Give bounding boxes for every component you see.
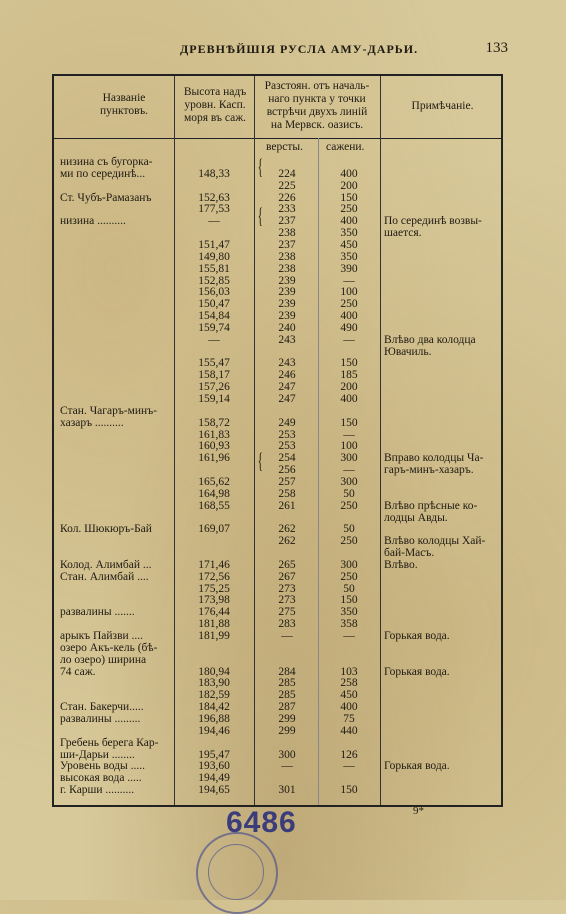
cell-height: 182,59 [198, 689, 230, 702]
cell-height: — [208, 333, 220, 346]
cell-versts: 262 [278, 523, 296, 536]
cell-sazhens: 200 [340, 179, 358, 192]
cell-name: Кол. Шюкюръ-Бай [60, 523, 152, 536]
cell-name: ши-Дарьи ........ [60, 748, 135, 761]
header-height-line2: уровн. Касп. [184, 99, 246, 111]
cell-name: г. Карши .......... [60, 784, 135, 797]
cell-versts: 275 [278, 606, 296, 619]
cell-versts: 267 [278, 570, 296, 583]
cell-versts: 299 [278, 712, 296, 725]
cell-note: шается. [384, 227, 422, 240]
cell-versts: 239 [278, 310, 296, 323]
cell-sazhens: 440 [340, 724, 358, 737]
cell-note: Влѣво прѣсные ко- [384, 499, 478, 512]
cell-height: 155,47 [198, 357, 230, 370]
cell-height: 171,46 [198, 558, 230, 571]
cell-sazhens: 200 [340, 381, 358, 394]
cell-name: Стан. Бакерчи..... [60, 701, 144, 714]
header-note [384, 100, 501, 113]
header-distance-line3: встрѣчи двухъ линій [266, 106, 368, 118]
running-title: ДРЕВНѢЙШІЯ РУСЛА АМУ-ДАРЬИ. [180, 42, 419, 56]
cell-sazhens: 350 [340, 250, 358, 263]
cell-sazhens: 150 [340, 594, 358, 607]
table-header [54, 76, 501, 139]
table-row [0, 783, 566, 797]
cell-versts: 243 [278, 333, 296, 346]
cell-versts: — [281, 760, 293, 773]
cell-note: По серединѣ возвы- [384, 215, 482, 228]
cell-sazhens: 358 [340, 618, 358, 631]
running-header [0, 40, 566, 60]
cell-height: — [208, 215, 220, 228]
cell-sazhens: — [343, 428, 355, 441]
cell-note: Вправо колодцы Ча- [384, 452, 484, 465]
cell-versts: 262 [278, 535, 296, 548]
header-height-line3: моря въ саж. [183, 112, 247, 124]
cell-name: высокая вода ..... [60, 772, 142, 785]
cell-note: Влѣво два колодца [384, 333, 476, 346]
cell-note: гаръ-минъ-хазаръ. [384, 464, 474, 477]
cell-versts: 239 [278, 274, 296, 287]
cell-height: 148,33 [198, 167, 230, 180]
cell-versts: 225 [278, 179, 296, 192]
cell-name: Гребень берега Кар- [60, 736, 159, 749]
cell-height: 172,56 [198, 570, 230, 583]
cell-sazhens: 250 [340, 203, 358, 216]
cell-sazhens: 490 [340, 321, 358, 334]
cell-versts: 256 [278, 464, 296, 477]
brace: { [257, 448, 263, 473]
cell-versts: 237 [278, 215, 296, 228]
cell-versts: 238 [278, 262, 296, 275]
header-height [176, 86, 254, 125]
cell-height: 165,62 [198, 475, 230, 488]
cell-note: Влѣво колодцы Хай- [384, 535, 486, 548]
cell-height: 158,17 [198, 369, 230, 382]
cell-sazhens: 185 [340, 369, 358, 382]
cell-sazhens: 390 [340, 262, 358, 275]
header-name [74, 92, 174, 118]
cell-versts: 233 [278, 203, 296, 216]
cell-sazhens: 350 [340, 227, 358, 240]
cell-versts: 226 [278, 191, 296, 204]
cell-name: озеро Акъ-кель (бѣ- [60, 641, 158, 654]
cell-sazhens: 250 [340, 535, 358, 548]
cell-name: ло озеро) ширина [60, 653, 147, 666]
cell-height: 151,47 [198, 238, 230, 251]
cell-height: 180,94 [198, 665, 230, 678]
cell-height: 177,53 [198, 203, 230, 216]
cell-sazhens: 400 [340, 393, 358, 405]
cell-sazhens: 150 [340, 416, 358, 429]
cell-sazhens: — [343, 464, 355, 477]
cell-sazhens: 150 [340, 784, 358, 797]
cell-name: развалины ....... [60, 606, 135, 619]
cell-height: 193,60 [198, 760, 230, 773]
cell-sazhens: 250 [340, 298, 358, 311]
cell-height: 194,65 [198, 784, 230, 797]
cell-height: 176,44 [198, 606, 230, 619]
cell-height: 173,98 [198, 594, 230, 607]
cell-height: 160,93 [198, 440, 230, 453]
cell-height: 194,49 [198, 772, 230, 785]
cell-sazhens: 250 [340, 570, 358, 583]
cell-name: Ст. Чубъ-Рамазанъ [60, 191, 152, 204]
cell-versts: 249 [278, 416, 296, 429]
subheader-versts: версты. [266, 141, 303, 153]
cell-versts: 224 [278, 167, 296, 180]
cell-sazhens: 100 [340, 440, 358, 453]
cell-versts: 285 [278, 677, 296, 690]
header-distance-line1: Разстоян. отъ началь- [264, 80, 370, 92]
cell-versts: 240 [278, 321, 296, 334]
cell-name: арыкъ Пайзви .... [60, 630, 144, 642]
cell-sazhens: 400 [340, 310, 358, 323]
cell-height: 194,46 [198, 724, 230, 737]
cell-name: низина .......... [60, 215, 126, 228]
cell-sazhens: 50 [343, 487, 355, 500]
cell-versts: 273 [278, 594, 296, 607]
brace: { [257, 154, 263, 179]
cell-height: 181,99 [198, 630, 230, 642]
cell-height: 159,14 [198, 393, 230, 405]
cell-sazhens: 400 [340, 215, 358, 228]
cell-height: 183,90 [198, 677, 230, 690]
cell-note: лодцы Авды. [384, 511, 448, 524]
cell-sazhens: 150 [340, 191, 358, 204]
cell-height: 156,03 [198, 286, 230, 299]
cell-versts: 301 [278, 784, 296, 797]
cell-name: 74 саж. [60, 665, 96, 678]
signature-mark: 9* [413, 805, 424, 817]
cell-sazhens: 103 [340, 665, 358, 678]
header-distance-line4: на Мервск. оазисъ. [270, 119, 364, 131]
header-distance [254, 80, 380, 132]
inventory-stamp: 6486 [226, 806, 297, 839]
cell-versts: 238 [278, 250, 296, 263]
cell-name: развалины ......... [60, 712, 141, 725]
cell-height: 161,83 [198, 428, 230, 441]
cell-versts: 239 [278, 286, 296, 299]
cell-height: 161,96 [198, 452, 230, 465]
cell-note: бай-Масъ. [384, 547, 435, 560]
header-name-line1: Названіе [102, 92, 146, 104]
cell-versts: 265 [278, 558, 296, 571]
cell-sazhens: — [343, 760, 355, 773]
cell-versts: 285 [278, 689, 296, 702]
cell-name: низина съ бугорка- [60, 156, 153, 168]
cell-sazhens: 300 [340, 452, 358, 465]
cell-sazhens: 50 [343, 523, 355, 536]
cell-height: 152,63 [198, 191, 230, 204]
cell-sazhens: — [343, 274, 355, 287]
cell-name: Уровень воды ..... [60, 760, 145, 773]
cell-name: ми по серединѣ... [60, 167, 146, 180]
cell-note: Горькая вода. [384, 665, 450, 678]
cell-sazhens: 75 [343, 712, 355, 725]
cell-name: Стан. Чагаръ-минъ- [60, 404, 157, 417]
cell-height: 154,84 [198, 310, 230, 323]
header-name-line2: пунктовъ. [99, 105, 149, 117]
cell-versts: 258 [278, 487, 296, 500]
header-height-line1: Высота надъ [183, 86, 247, 98]
header-note-line1: Примѣчаніе. [411, 100, 474, 112]
cell-name: Стан. Алимбай .... [60, 570, 149, 583]
cell-versts: 283 [278, 618, 296, 631]
cell-sazhens: 450 [340, 238, 358, 251]
cell-sazhens: 250 [340, 499, 358, 512]
cell-height: 175,25 [198, 582, 230, 595]
cell-versts: 247 [278, 381, 296, 394]
cell-height: 149,80 [198, 250, 230, 263]
cell-versts: 237 [278, 238, 296, 251]
cell-height: 184,42 [198, 701, 230, 714]
cell-sazhens: 300 [340, 475, 358, 488]
cell-versts: 273 [278, 582, 296, 595]
cell-versts: 284 [278, 665, 296, 678]
cell-versts: 261 [278, 499, 296, 512]
cell-versts: 254 [278, 452, 296, 465]
cell-height: 152,85 [198, 274, 230, 287]
cell-sazhens: — [343, 333, 355, 346]
cell-height: 169,07 [198, 523, 230, 536]
cell-height: 150,47 [198, 298, 230, 311]
cell-name: Колод. Алимбай ... [60, 558, 152, 571]
cell-height: 164,98 [198, 487, 230, 500]
cell-note: Горькая вода. [384, 630, 450, 642]
cell-sazhens: 400 [340, 701, 358, 714]
header-distance-line2: наго пункта у точки [268, 93, 366, 105]
cell-height: 195,47 [198, 748, 230, 761]
cell-note: Горькая вода. [384, 760, 450, 773]
cell-note: Влѣво. [384, 558, 418, 571]
cell-versts: 257 [278, 475, 296, 488]
cell-versts: 253 [278, 440, 296, 453]
cell-sazhens: 350 [340, 606, 358, 619]
cell-versts: 243 [278, 357, 296, 370]
cell-versts: 238 [278, 227, 296, 240]
cell-versts: 247 [278, 393, 296, 405]
cell-height: 196,88 [198, 712, 230, 725]
library-seal [196, 832, 278, 914]
cell-sazhens: — [343, 630, 355, 642]
cell-height: 155,81 [198, 262, 230, 275]
cell-height: 181,88 [198, 618, 230, 631]
cell-sazhens: 100 [340, 286, 358, 299]
cell-sazhens: 126 [340, 748, 358, 761]
subheader-sazhens: сажени. [326, 141, 365, 153]
cell-versts: 239 [278, 298, 296, 311]
cell-sazhens: 300 [340, 558, 358, 571]
cell-sazhens: 450 [340, 689, 358, 702]
page-number: 133 [485, 40, 508, 56]
cell-sazhens: 50 [343, 582, 355, 595]
cell-versts: 287 [278, 701, 296, 714]
cell-sazhens: 258 [340, 677, 358, 690]
cell-versts: 299 [278, 724, 296, 737]
cell-sazhens: 400 [340, 167, 358, 180]
cell-versts: 300 [278, 748, 296, 761]
cell-versts: 253 [278, 428, 296, 441]
brace: { [257, 203, 263, 228]
cell-note: Ювачиль. [384, 345, 432, 358]
cell-height: 157,26 [198, 381, 230, 394]
cell-sazhens: 150 [340, 357, 358, 370]
cell-name: хазаръ .......... [60, 416, 124, 429]
cell-versts: 246 [278, 369, 296, 382]
cell-versts: — [281, 630, 293, 642]
cell-height: 158,72 [198, 416, 230, 429]
cell-height: 159,74 [198, 321, 230, 334]
cell-height: 168,55 [198, 499, 230, 512]
